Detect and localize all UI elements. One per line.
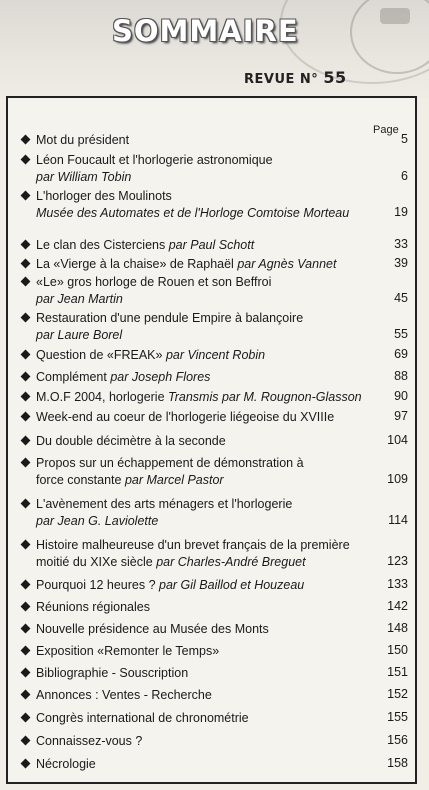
diamond-bullet-icon (21, 277, 31, 287)
contents-entry (22, 152, 412, 186)
entry-page-number: 151 (387, 665, 408, 679)
entry-title-text: Congrès international de chronométrie (36, 711, 249, 725)
entry-page-number: 156 (387, 733, 408, 747)
entry-title-text: Connaissez-vous ? (36, 734, 143, 748)
entry-subline (36, 291, 123, 307)
entry-title-text: Bibliographie - Souscription (36, 666, 189, 680)
entry-title (36, 599, 150, 615)
entry-title (36, 237, 254, 253)
entry-page-number: 90 (394, 389, 408, 403)
diamond-bullet-icon (21, 155, 31, 165)
entry-title (36, 409, 334, 425)
diamond-bullet-icon (21, 646, 31, 656)
entry-author: par Jean Martin (36, 292, 123, 306)
entry-page-number: 109 (387, 472, 408, 486)
contents-entry (22, 347, 412, 364)
entry-author: par Marcel Pastor (124, 473, 224, 487)
entry-title-text: Propos sur un échappement de démonstration à (36, 456, 304, 470)
entry-title (36, 310, 303, 326)
entry-title-text: Pourquoi 12 heures ? (36, 578, 160, 592)
contents-entry (22, 643, 412, 660)
contents-entry (22, 687, 412, 704)
diamond-bullet-icon (21, 499, 31, 509)
diamond-bullet-icon (21, 540, 31, 550)
diamond-bullet-icon (21, 313, 31, 323)
entry-title (36, 621, 269, 637)
diamond-bullet-icon (21, 602, 31, 612)
entry-page-number: 69 (394, 347, 408, 361)
entry-title-text: Annonces : Ventes - Recherche (36, 688, 212, 702)
entry-title-text: La «Vierge à la chaise» de Raphaël (36, 257, 238, 271)
contents-entry (22, 710, 412, 727)
contents-entry (22, 132, 412, 149)
page-title: SOMMAIRE (112, 14, 299, 48)
entry-title (36, 188, 172, 204)
clock-gear-decoration (380, 8, 410, 24)
contents-entry (22, 665, 412, 682)
entry-page-number: 45 (394, 291, 408, 305)
entry-page-number: 142 (387, 599, 408, 613)
diamond-bullet-icon (21, 372, 31, 382)
entry-title (36, 577, 304, 593)
entry-page-number: 5 (401, 132, 408, 146)
entry-title-text: Nécrologie (36, 757, 96, 771)
contents-entry (22, 599, 412, 616)
entry-title (36, 389, 362, 405)
entry-title (36, 369, 210, 385)
contents-entry (22, 237, 412, 254)
entry-page-number: 6 (401, 169, 408, 183)
entry-author: par Agnès Vannet (237, 257, 337, 271)
entry-author: Musée des Automates et de l'Horloge Comtoise Morteau (36, 206, 350, 220)
entry-author: par Laure Borel (36, 328, 123, 342)
contents-entry (22, 256, 412, 273)
entry-page-number: 55 (394, 327, 408, 341)
entry-page-number: 133 (387, 577, 408, 591)
entry-author: par Vincent Robin (165, 348, 266, 362)
revue-number-value: 55 (323, 68, 347, 87)
entry-title (36, 152, 273, 168)
diamond-bullet-icon (21, 436, 31, 446)
entry-page-number: 33 (394, 237, 408, 251)
diamond-bullet-icon (21, 135, 31, 145)
entry-page-number: 39 (394, 256, 408, 270)
entry-title-text: Restauration d'une pendule Empire à balançoire (36, 311, 304, 325)
entry-title (36, 256, 336, 272)
entry-subline (36, 472, 224, 488)
entry-title (36, 710, 249, 726)
entry-title (36, 347, 265, 363)
entry-page-number: 150 (387, 643, 408, 657)
entry-page-number: 148 (387, 621, 408, 635)
entry-author: par William Tobin (36, 170, 132, 184)
diamond-bullet-icon (21, 713, 31, 723)
contents-entry (22, 537, 412, 571)
diamond-bullet-icon (21, 759, 31, 769)
entry-subline (36, 554, 306, 570)
entry-page-number: 19 (394, 205, 408, 219)
entry-title (36, 496, 292, 512)
contents-entry (22, 369, 412, 386)
contents-entry (22, 621, 412, 638)
diamond-bullet-icon (21, 580, 31, 590)
contents-entry (22, 733, 412, 750)
entry-title (36, 643, 219, 659)
entry-subline (36, 205, 349, 221)
entry-author: par Jean G. Laviolette (36, 514, 159, 528)
entry-title-text: Complément (36, 370, 111, 384)
entry-title (36, 733, 142, 749)
entry-title-text: L'horloger des Moulinots (36, 189, 172, 203)
contents-entry (22, 433, 412, 450)
entry-title-text: Le clan des Cisterciens (36, 238, 169, 252)
diamond-bullet-icon (21, 191, 31, 201)
contents-entry (22, 389, 412, 406)
entry-page-number: 97 (394, 409, 408, 423)
entry-title-text: Histoire malheureuse d'un brevet français de la première (36, 538, 350, 552)
entry-author: par Gil Baillod et Houzeau (159, 578, 305, 592)
entry-title-text: «Le» gros horloge de Rouen et son Beffroi (36, 275, 272, 289)
entry-title-text: Du double décimètre à la seconde (36, 434, 226, 448)
entry-title-text: Exposition «Remonter le Temps» (36, 644, 220, 658)
entry-subline (36, 169, 131, 185)
contents-entry (22, 756, 412, 773)
revue-number (244, 68, 347, 87)
entry-author: Transmis par M. Rougnon-Glasson (168, 390, 362, 404)
diamond-bullet-icon (21, 259, 31, 269)
entry-title-text: Week-end au coeur de l'horlogerie liégeoise du XVIIIe (36, 410, 335, 424)
entry-title-text: Nouvelle présidence au Musée des Monts (36, 622, 269, 636)
entry-title (36, 537, 350, 553)
entry-page-number: 152 (387, 687, 408, 701)
entry-author: par Paul Schott (168, 238, 255, 252)
entry-author: par Charles-André Breguet (156, 555, 306, 569)
entry-page-number: 114 (388, 513, 408, 527)
entry-page-number: 88 (394, 369, 408, 383)
entry-subline-text: moitié du XIXe siècle (36, 555, 157, 569)
entry-page-number: 104 (387, 433, 408, 447)
entry-title-text: M.O.F 2004, horlogerie (36, 390, 169, 404)
diamond-bullet-icon (21, 690, 31, 700)
entry-title-text: Mot du président (36, 133, 130, 147)
entry-subline (36, 327, 122, 343)
entry-title-text: L'avènement des arts ménagers et l'horlogerie (36, 497, 293, 511)
entry-page-number: 158 (387, 756, 408, 770)
diamond-bullet-icon (21, 668, 31, 678)
contents-entry (22, 188, 412, 222)
entry-title (36, 687, 212, 703)
contents-entry (22, 455, 412, 489)
entry-title-text: Léon Foucault et l'horlogerie astronomique (36, 153, 273, 167)
diamond-bullet-icon (21, 392, 31, 402)
diamond-bullet-icon (21, 412, 31, 422)
diamond-bullet-icon (21, 736, 31, 746)
page-column-header: Page (373, 124, 399, 136)
diamond-bullet-icon (21, 624, 31, 634)
entry-title (36, 433, 226, 449)
entry-title-text: Réunions régionales (36, 600, 150, 614)
contents-entry (22, 496, 412, 530)
header-banner (0, 0, 429, 98)
revue-label: REVUE N° (244, 72, 319, 87)
entry-title (36, 455, 304, 471)
diamond-bullet-icon (21, 458, 31, 468)
contents-entry (22, 577, 412, 594)
entry-title-text: Question de «FREAK» (36, 348, 166, 362)
contents-entry (22, 310, 412, 344)
entry-page-number: 123 (387, 554, 408, 568)
entry-title (36, 665, 188, 681)
entry-title (36, 274, 271, 290)
entry-author: par Joseph Flores (110, 370, 211, 384)
entry-subline (36, 513, 158, 529)
diamond-bullet-icon (21, 350, 31, 360)
contents-entry (22, 409, 412, 426)
entry-subline-text: force constante (36, 473, 125, 487)
entry-title (36, 132, 129, 148)
entry-page-number: 155 (387, 710, 408, 724)
contents-entry (22, 274, 412, 308)
entry-title (36, 756, 96, 772)
diamond-bullet-icon (21, 240, 31, 250)
